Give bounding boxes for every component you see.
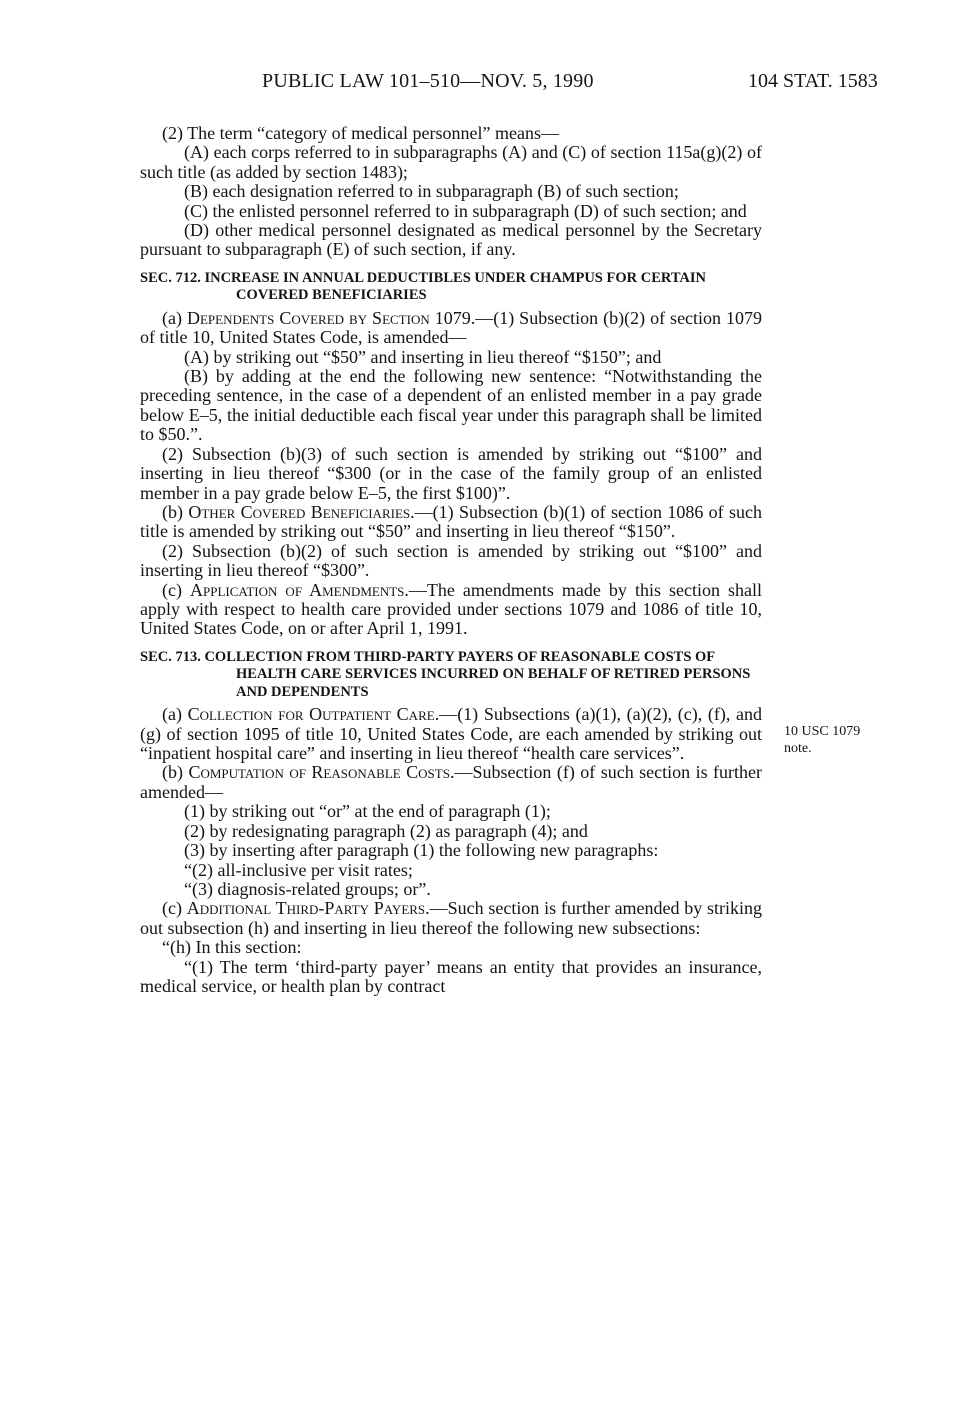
paragraph [140,899,762,938]
paragraph: (2) Subsection (b)(3) of such section is amended by striking out “$100” and inserting in lieu thereof “$300 (or in the case of the family group of an enlisted member in a pay grade below E–5, the first $100)”. [140,443,762,503]
paragraph: (2) The term “category of medical personnel” means— [162,123,560,143]
paragraph: “(3) diagnosis-related groups; or”. [184,878,431,899]
subsection-label: (a) [162,307,182,328]
margin-note-citation: 10 USC 1079 [784,724,861,739]
paragraph-text: .—Such section is further amended by striking out subsection (h) and inserting in lieu thereof the following new subsections: [140,898,763,938]
paragraph: (2) Subsection (b)(2) of such section is amended by striking out “$100” and inserting in lieu thereof “$300”. [140,540,762,581]
paragraph [140,503,762,542]
paragraph: “(h) In this section: [162,937,302,958]
subsection-heading: Collection for Outpatient Care [187,704,435,725]
paragraph [140,581,762,639]
subsection-heading: Computation of Reasonable Costs [188,762,450,783]
paragraph: (B) each designation referred to in subparagraph (B) of such section; [184,181,679,202]
paragraph: “(2) all-inclusive per visit rates; [184,859,413,880]
paragraph: (B) by adding at the end the following new sentence: “Notwithstanding the preceding sentence, in the case of a dependent of an enlisted member in a pay grade below E–5, the initial deductible each fiscal year under this paragraph shall be limited to $50.”. [140,366,762,445]
body-text [140,124,762,996]
subsection-label: (b) [162,501,183,522]
paragraph [140,763,762,802]
paragraph: “(1) The term ‘third-party payer’ means an entity that provides an insurance, medical service, or health plan by contract [140,956,762,996]
paragraph [140,309,762,348]
paragraph: (1) by striking out “or” at the end of paragraph (1); [184,801,551,822]
paragraph: (2) by redesignating paragraph (2) as paragraph (4); and [184,820,588,841]
statute-page-number: 104 STAT. 1583 [748,70,878,92]
page-header [0,70,958,100]
subsection-label: (b) [162,762,183,783]
subsection-label: (c) [162,898,182,919]
paragraph [140,705,762,763]
subsection-heading: Dependents Covered by Section [186,307,430,328]
paragraph-text: 1079.—(1) Subsection (b)(2) of section 1079 of title 10, United States Code, is amended— [140,307,763,348]
subsection-label: (a) [162,704,182,725]
margin-note-label: note. [784,741,812,756]
subsection-heading: Additional Third-Party Payers [186,898,426,919]
subsection-label: (c) [162,579,182,600]
margin-note [784,723,860,757]
subsection-heading: Application of Amendments [190,579,405,600]
paragraph-text: .—(1) Subsections (a)(1), (a)(2), (c), (f), and (g) of section 1095 of title 10, United States Code, are each amended by striking out “inpatient hospital care” and inserting in lieu thereof “health care services”. [140,704,762,764]
paragraph-text: .—Subsection (f) of such section is further amended— [140,762,763,802]
paragraph: (A) each corps referred to in subparagraphs (A) and (C) of section 115a(g)(2) of such title (as added by section 1483); [140,142,762,182]
running-title: PUBLIC LAW 101–510—NOV. 5, 1990 [262,70,594,92]
paragraph: (A) by striking out “$50” and inserting in lieu thereof “$150”; and [184,346,662,367]
paragraph-text: .—(1) Subsection (b)(1) of section 1086 of such title is amended by striking out “$50” and inserting in lieu thereof “$150”. [140,501,763,542]
section-heading: SEC. 713. COLLECTION FROM THIRD-PARTY PAYERS OF REASONABLE COSTS OF HEALTH CARE SERVICES INCURRED ON BEHALF OF RETIRED PERSONS AND DEPENDENTS [140,648,751,700]
section-heading: SEC. 712. INCREASE IN ANNUAL DEDUCTIBLES UNDER CHAMPUS FOR CERTAIN COVERED BENEFICIARIES [140,269,707,304]
paragraph: (C) the enlisted personnel referred to in subparagraph (D) of such section; and [184,200,747,221]
subsection-heading: Other Covered Beneficiaries [188,501,411,522]
paragraph: (3) by inserting after paragraph (1) the following new paragraphs: [184,840,659,861]
paragraph-text: .—The amendments made by this section shall apply with respect to health care provided under sections 1079 and 1086 of title 10, United States Code, on or after April 1, 1991. [140,579,762,639]
paragraph: (D) other medical personnel designated as medical personnel by the Secretary pursuant to subparagraph (E) of such section, if any. [140,220,762,260]
